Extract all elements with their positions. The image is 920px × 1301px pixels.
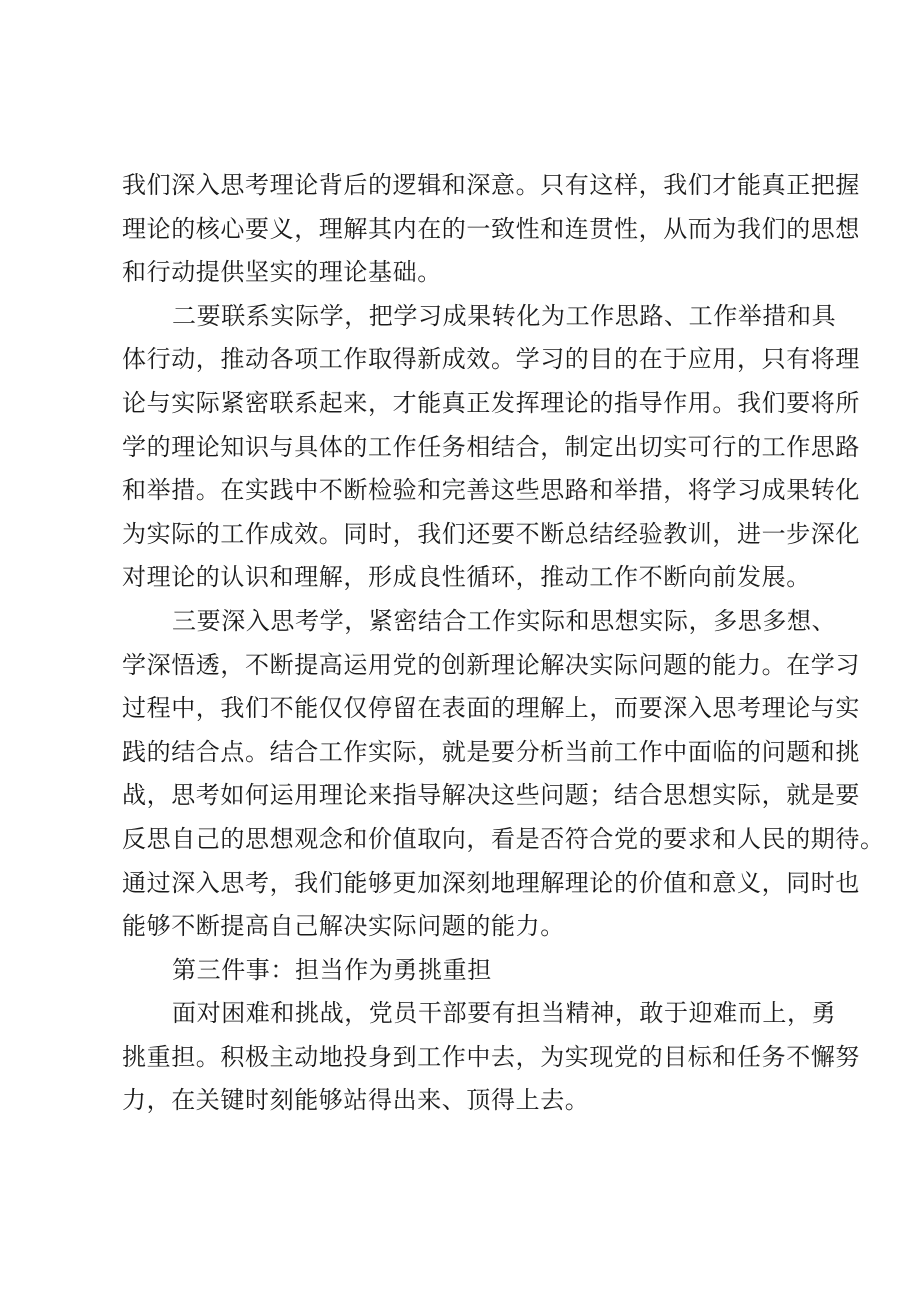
text-line: 学的理论知识与具体的工作任务相结合，制定出切实可行的工作思路 <box>122 432 860 461</box>
paragraph-point-three <box>122 600 885 949</box>
text-line: 和举措。在实践中不断检验和完善这些思路和举措，将学习成果转化 <box>122 476 860 505</box>
text-line: 面对困难和挑战，党员干部要有担当精神，敢于迎难而上，勇 <box>172 999 837 1028</box>
text-line: 体行动，推动各项工作取得新成效。学习的目的在于应用，只有将理 <box>122 345 860 374</box>
section-heading-third-matter <box>122 949 812 993</box>
paragraph-continuation <box>122 164 860 295</box>
text-line: 学深悟透，不断提高运用党的创新理论解决实际问题的能力。在学习 <box>122 650 860 679</box>
text-line: 理论的核心要义，理解其内在的一致性和连贯性，从而为我们的思想 <box>122 214 860 243</box>
text-line: 践的结合点。结合工作实际，就是要分析当前工作中面临的问题和挑 <box>122 737 860 766</box>
text-line: 过程中，我们不能仅仅停留在表面的理解上，而要深入思考理论与实 <box>122 694 860 723</box>
text-line: 能够不断提高自己解决实际问题的能力。 <box>122 912 565 941</box>
text-line: 战，思考如何运用理论来指导解决这些问题；结合思想实际，就是要 <box>122 781 860 810</box>
text-line: 通过深入思考，我们能够更加深刻地理解理论的价值和意义，同时也 <box>122 868 860 897</box>
text-line: 和行动提供坚实的理论基础。 <box>122 258 442 287</box>
text-line: 论与实际紧密联系起来，才能真正发挥理论的指导作用。我们要将所 <box>122 388 860 417</box>
paragraph-point-two <box>122 295 860 600</box>
document-body <box>122 164 885 1123</box>
text-line: 对理论的认识和理解，形成良性循环，推动工作不断向前发展。 <box>122 563 811 592</box>
text-line: 为实际的工作成效。同时，我们还要不断总结经验教训，进一步深化 <box>122 519 860 548</box>
text-line: 挑重担。积极主动地投身到工作中去，为实现党的目标和任务不懈努 <box>122 1042 860 1071</box>
text-line: 二要联系实际学，把学习成果转化为工作思路、工作举措和具 <box>172 301 837 330</box>
text-line: 三要深入思考学，紧密结合工作实际和思想实际，多思多想、 <box>172 606 837 635</box>
text-line: 我们深入思考理论背后的逻辑和深意。只有这样，我们才能真正把握 <box>122 171 860 199</box>
paragraph-responsibility <box>122 992 860 1123</box>
text-line: 反思自己的思想观念和价值取向，看是否符合党的要求和人民的期待。 <box>122 824 885 853</box>
text-line: 力，在关键时刻能够站得出来、顶得上去。 <box>122 1086 590 1115</box>
section-heading: 第三件事：担当作为勇挑重担 <box>172 955 492 984</box>
